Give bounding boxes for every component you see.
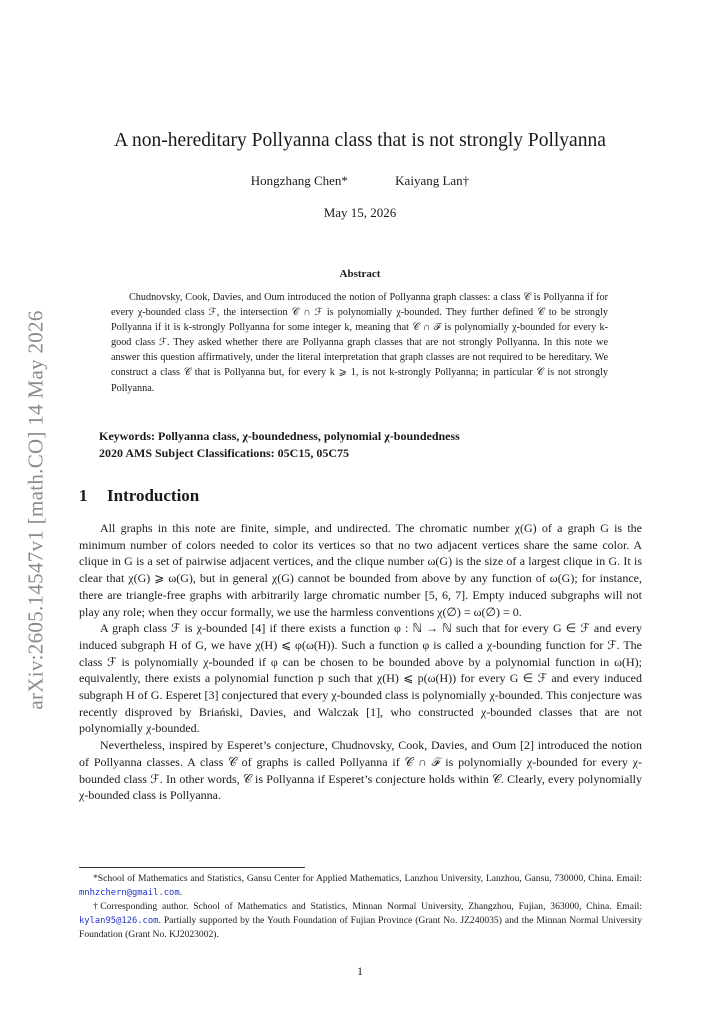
body-text [79,520,642,804]
keywords-block [99,428,639,462]
author-list [60,173,660,189]
keywords-line: Keywords: Pollyanna class, χ-boundedness, polynomial χ-boundedness [99,429,460,443]
footnote-2-text: †Corresponding author. School of Mathematics and Statistics, Minnan Normal University, Zhangzhou, Fujian, 363000, China. Email: [93,901,642,913]
author-chen: Hongzhang Chen* [250,173,348,188]
footnote-rule [79,867,305,868]
footnote-2 [79,900,642,942]
email-link-lan[interactable]: kylan95@126.com [79,915,159,926]
page-number: 1 [357,964,363,978]
paper-date: May 15, 2026 [323,205,397,220]
section-title: Introduction [107,486,200,505]
abstract-text: Chudnovsky, Cook, Davies, and Oum introduced the notion of Pollyanna graph classes: a class 𝒞 is Pollyanna if for every χ-bounded class ℱ, the intersection 𝒞 ∩ ℱ is polynomially χ-bounded. They further defined 𝒞 to be strongly Pollyanna if it is k-strongly Pollyanna for some integer k, meaning that 𝒞 ∩ ℱ is polynomially χ-bounded for every k-good class ℱ. They asked whether there are Pollyanna graph classes that are not strongly Pollyanna. In this note we answer this question affirmatively, under the literal interpretation that graph classes are not required to be hereditary. We construct a class 𝒞 that is Pollyanna but, for every k ⩾ 1, is not k-strongly Pollyanna; in particular 𝒞 is not strongly Pollyanna. [111,292,608,394]
paragraph-3: Nevertheless, inspired by Esperet’s conjecture, Chudnovsky, Cook, Davies, and Oum [2] introduced the notion of Pollyanna classes. A class 𝒞 of graphs is called Pollyanna if 𝒞 ∩ ℱ is polynomially χ-bounded for every χ-bounded class ℱ. In other words, 𝒞 is Pollyanna if Esperet’s conjecture holds within 𝒞. Clearly, every polynomially χ-bounded class is Pollyanna. [79,738,642,803]
footnote-1-text: *School of Mathematics and Statistics, Gansu Center for Applied Mathematics, Lanzhou University, Lanzhou, Gansu, 730000, China. Email: [93,873,642,884]
arxiv-sidebar [20,275,52,745]
author-lan: Kaiyang Lan† [395,173,470,188]
footnotes [79,872,642,942]
paragraph-1: All graphs in this note are finite, simple, and undirected. The chromatic number χ(G) of a graph G is the minimum number of colors needed to color its vertices so that no two adjacent vertices share the same color. A clique in G is a set of pairwise adjacent vertices, and the clique number ω(G) is the size of a largest clique in G. It is clear that χ(G) ⩾ ω(G), but in general χ(G) cannot be bounded from above by any function of ω(G); for instance, there are triangle-free graphs with arbitrarily large chromatic number [5, 6, 7]. Empty induced subgraphs will not play any role; when they occur formally, we use the harmless conventions χ(∅) = ω(∅) = 0. [79,521,642,619]
paper-title: A non-hereditary Pollyanna class that is not strongly Pollyanna [114,130,606,151]
section-heading [79,486,199,506]
paragraph-2: A graph class ℱ is χ-bounded [4] if there exists a function φ : ℕ → ℕ such that for every G ∈ ℱ and every induced subgraph H of G, we have χ(H) ⩽ φ(ω(H)). Such a function φ is called a χ-bounding function for ℱ. The class ℱ is polynomially χ-bounded if φ can be chosen to be bounded above by a polynomial function in ω(H); equivalently, there exists a polynomial function p such that χ(H) ⩽ p(ω(H)) for every G ∈ ℱ and every induced subgraph H of G. Esperet [3] conjectured that every χ-bounded class is polynomially χ-bounded. This conjecture was recently disproved by Briański, Davies, and Walczak [1], who constructed χ-bounded classes that are not polynomially χ-bounded. [79,621,642,736]
arxiv-identifier: arXiv:2605.14547v1 [math.CO] 14 May 2026 [23,310,48,710]
abstract-body [111,290,608,396]
email-link-chen[interactable]: mnhzchern@gmail.com [79,887,180,898]
abstract-heading: Abstract [339,268,381,280]
section-number: 1 [79,486,88,505]
footnote-2-end: . Partially supported by the Youth Foundation of Fujian Province (Grant No. JZ240035) and the Minnan Normal University Foundation (Grant No. KJ2023002). [79,914,642,941]
msc-line: 2020 AMS Subject Classifications: 05C15, 05C75 [99,446,350,460]
footnote-1-end: . [179,886,183,898]
footnote-1 [79,872,642,900]
